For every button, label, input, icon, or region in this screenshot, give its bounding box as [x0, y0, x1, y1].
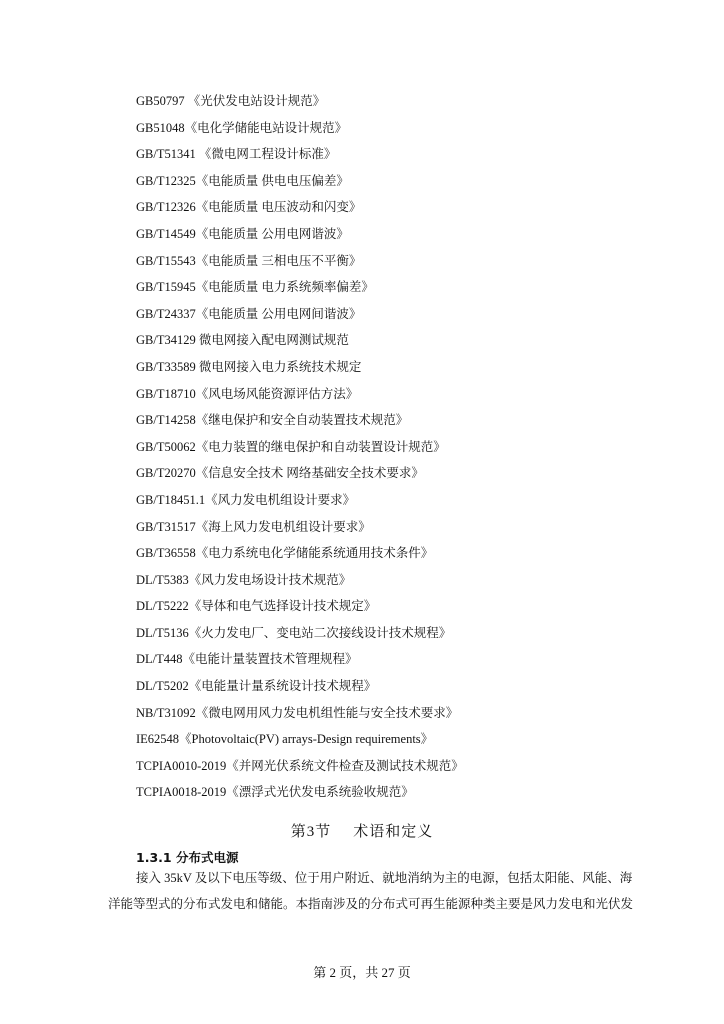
standard-item: GB50797 《光伏发电站设计规范》	[136, 94, 326, 108]
standard-item: GB/T24337《电能质量 公用电网间谐波》	[136, 306, 362, 321]
standard-item: GB/T18710《风电场风能资源评估方法》	[136, 386, 359, 401]
standard-item: GB/T14258《继电保护和安全自动装置技术规范》	[136, 413, 409, 428]
standard-item: DL/T448《电能计量装置技术管理规程》	[136, 652, 358, 667]
standard-item: TCPIA0018-2019《漂浮式光伏发电系统验收规范》	[136, 785, 414, 800]
standard-item: GB/T31517《海上风力发电机组设计要求》	[136, 519, 371, 534]
standard-item: GB/T33589 微电网接入电力系统技术规定	[136, 359, 362, 374]
standard-item: IE62548《Photovoltaic(PV) arrays-Design requirements》	[136, 732, 434, 747]
standard-item: GB/T34129 微电网接入配电网测试规范	[136, 333, 349, 348]
standard-item: GB/T51341 《微电网工程设计标准》	[136, 147, 337, 162]
standards-list	[136, 92, 464, 810]
standard-item: DL/T5202《电能量计量系统设计技术规程》	[136, 679, 377, 694]
standard-item: GB/T50062《电力装置的继电保护和自动装置设计规范》	[136, 439, 446, 454]
section-heading	[0, 820, 724, 841]
standard-item: GB51048《电化学储能电站设计规范》	[136, 120, 348, 135]
standard-item: GB/T15945《电能质量 电力系统频率偏差》	[136, 280, 374, 295]
standard-item: DL/T5383《风力发电场设计技术规范》	[136, 572, 352, 587]
standard-item: GB/T20270《信息安全技术 网络基础安全技术要求》	[136, 466, 424, 481]
standard-item: GB/T14549《电能质量 公用电网谐波》	[136, 226, 349, 241]
page-number-footer: 第 2 页，共 27 页	[313, 965, 411, 980]
standard-item: DL/T5222《导体和电气选择设计技术规定》	[136, 599, 377, 614]
standard-item: GB/T36558《电力系统电化学储能系统通用技术条件》	[136, 546, 434, 561]
section-number: 第3节	[290, 824, 332, 840]
standard-item: DL/T5136《火力发电厂、变电站二次接线设计技术规程》	[136, 625, 452, 640]
standard-item: GB/T12326《电能质量 电压波动和闪变》	[136, 200, 362, 215]
section-title: 术语和定义	[353, 824, 434, 840]
standard-item: TCPIA0010-2019《并网光伏系统文件检查及测试技术规范》	[136, 758, 464, 773]
standard-item: NB/T31092《微电网用风力发电机组性能与安全技术要求》	[136, 705, 459, 720]
standard-item: GB/T15543《电能质量 三相电压不平衡》	[136, 253, 362, 268]
term-heading: 1.3.1 分布式电源	[136, 850, 239, 865]
standard-item: GB/T18451.1《风力发电机组设计要求》	[136, 492, 356, 507]
term-definition-line-2: 洋能等型式的分布式发电和储能。本指南涉及的分布式可再生能源种类主要是风力发电和光伏发	[108, 897, 634, 911]
term-definition-line-1: 接入 35kV 及以下电压等级、位于用户附近、就地消纳为主的电源，包括太阳能、风能、海	[136, 871, 633, 885]
standard-item: GB/T12325《电能质量 供电电压偏差》	[136, 173, 349, 188]
